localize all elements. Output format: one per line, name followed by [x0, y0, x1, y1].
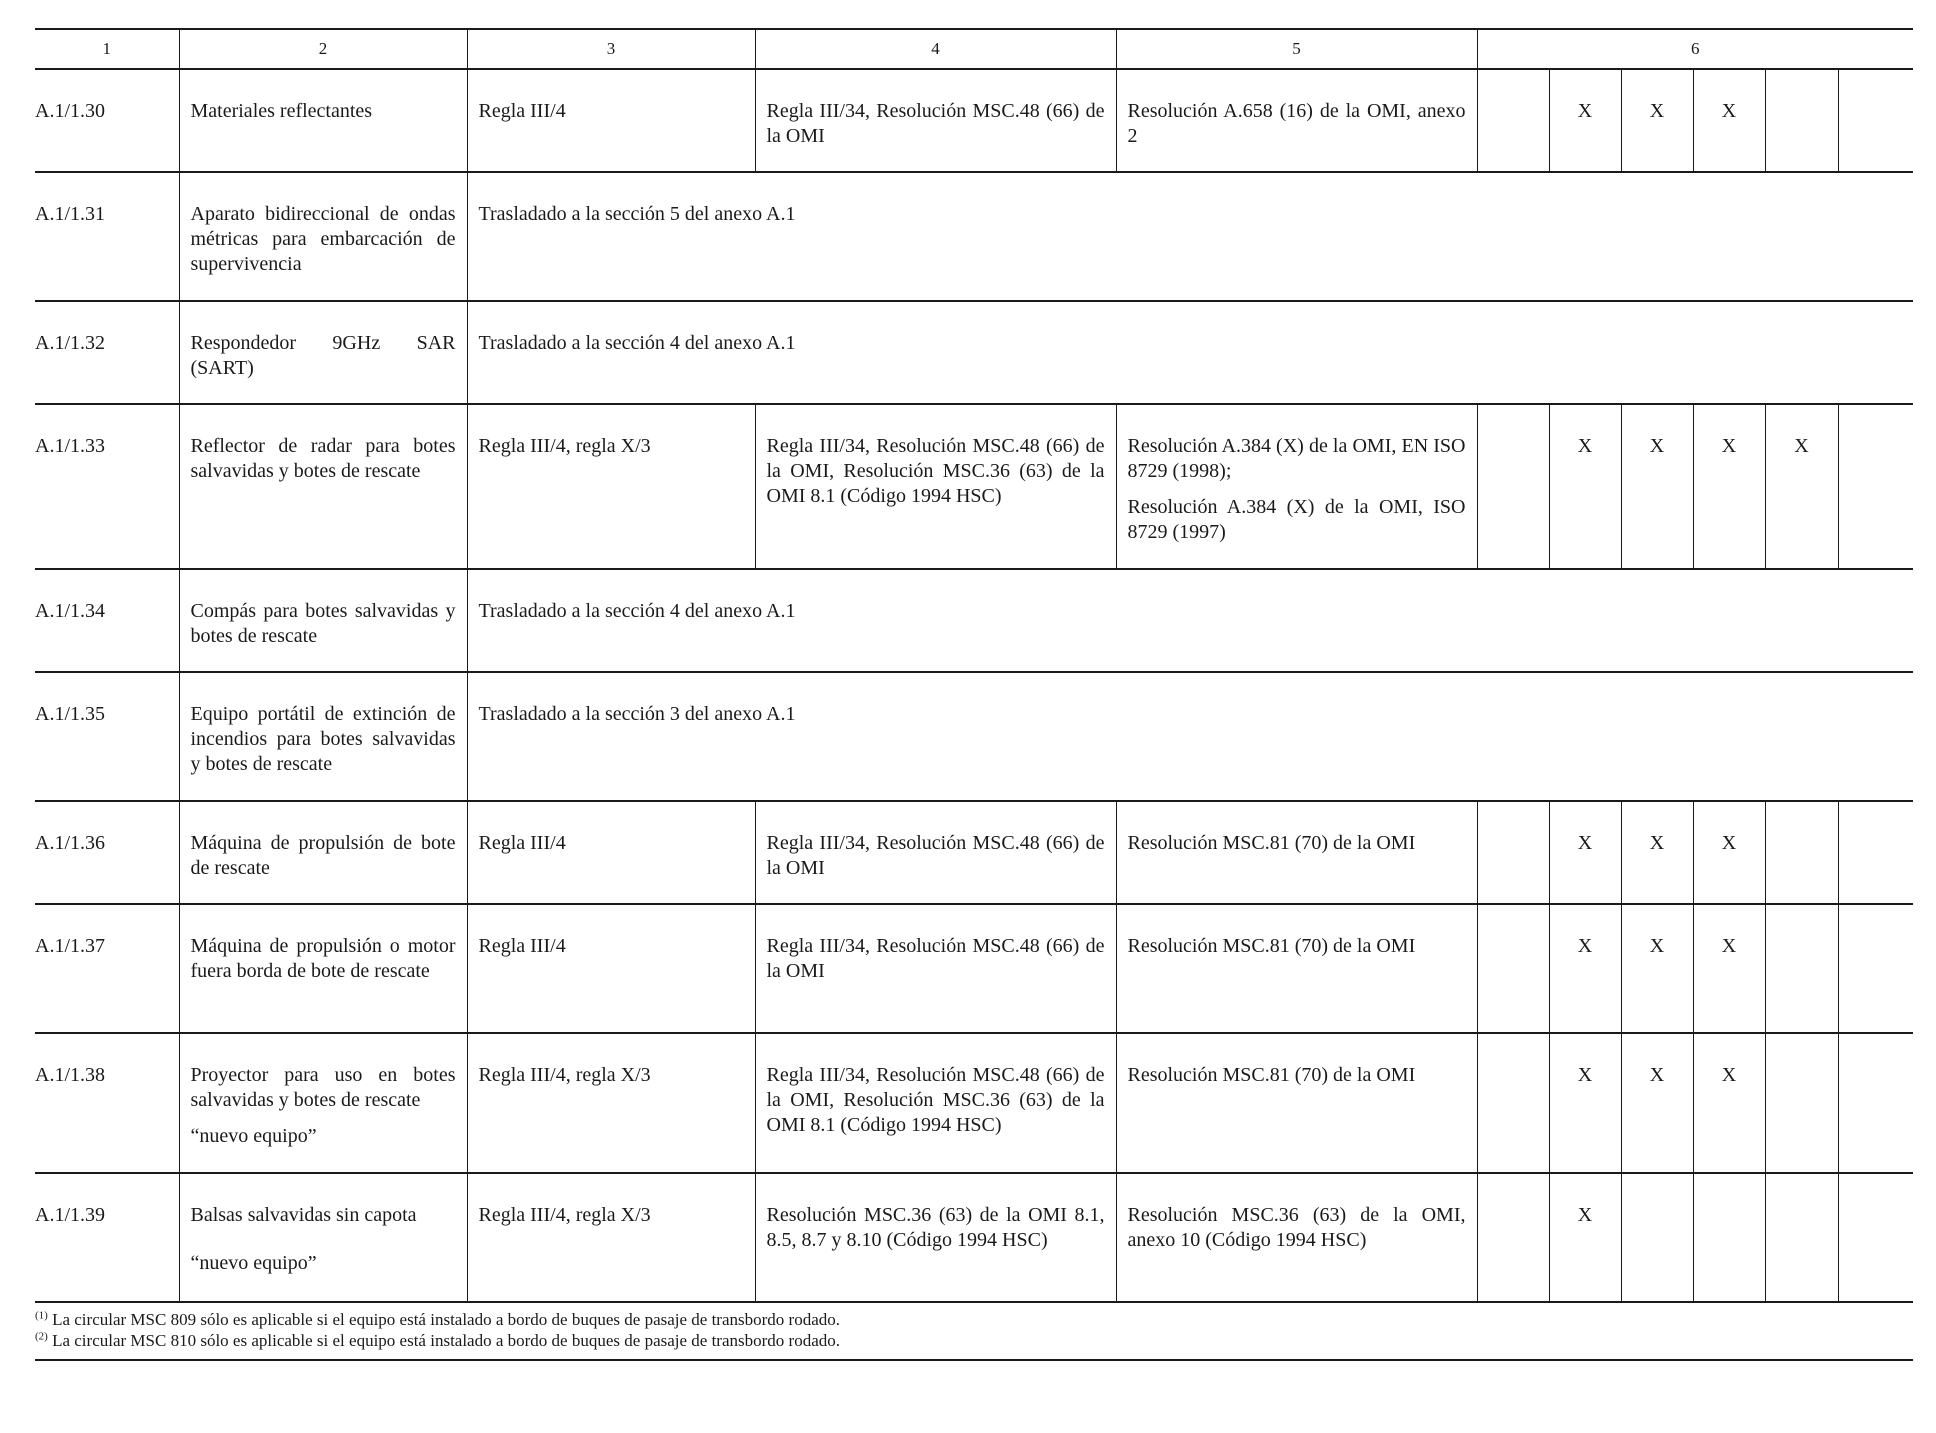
- row-code: A.1/1.33: [35, 404, 179, 569]
- row-mark: [1838, 1173, 1913, 1302]
- row-reference: Regla III/34, Resolución MSC.48 (66) de la OMI, Resolución MSC.36 (63) de la OMI 8.1 (Código 1994 HSC): [755, 404, 1116, 569]
- footnote: [35, 1309, 1913, 1330]
- row-code: A.1/1.30: [35, 69, 179, 172]
- table-row: [35, 1173, 1913, 1302]
- row-mark: X: [1693, 69, 1765, 172]
- row-mark: [1477, 801, 1549, 904]
- row-mark: X: [1765, 404, 1838, 569]
- row-mark: [1693, 1173, 1765, 1302]
- document-page: [35, 28, 1913, 1361]
- row-mark: X: [1621, 801, 1693, 904]
- row-mark: X: [1549, 1033, 1621, 1173]
- row-mark: X: [1693, 801, 1765, 904]
- column-header: 6: [1477, 29, 1913, 69]
- row-mark: [1765, 1033, 1838, 1173]
- row-mark: [1477, 1173, 1549, 1302]
- row-mark: [1765, 1173, 1838, 1302]
- row-mark: [1477, 904, 1549, 1033]
- row-item: Equipo portátil de extinción de incendios para botes salvavidas y botes de rescate: [179, 672, 467, 801]
- footnote-mark: (2): [35, 1330, 48, 1343]
- row-mark: X: [1549, 904, 1621, 1033]
- row-mark: [1838, 801, 1913, 904]
- row-standard: [1116, 404, 1477, 569]
- row-code: A.1/1.34: [35, 569, 179, 672]
- row-regulation: Regla III/4, regla X/3: [467, 1173, 755, 1302]
- row-code: A.1/1.38: [35, 1033, 179, 1173]
- footnotes: [35, 1303, 1913, 1361]
- footnote-mark: (1): [35, 1309, 48, 1322]
- row-mark: X: [1549, 69, 1621, 172]
- row-item: Compás para botes salvavidas y botes de rescate: [179, 569, 467, 672]
- row-mark: [1765, 801, 1838, 904]
- column-header: 5: [1116, 29, 1477, 69]
- row-regulation: Regla III/4, regla X/3: [467, 404, 755, 569]
- column-header: 2: [179, 29, 467, 69]
- row-mark: X: [1621, 904, 1693, 1033]
- table-row: [35, 801, 1913, 904]
- footnote-text: La circular MSC 809 sólo es aplicable si el equipo está instalado a bordo de buques de pasaje de transbordo rodado.: [52, 1310, 840, 1329]
- row-moved-note: Trasladado a la sección 4 del anexo A.1: [467, 569, 1913, 672]
- row-mark: X: [1693, 1033, 1765, 1173]
- row-standard: Resolución MSC.81 (70) de la OMI: [1116, 801, 1477, 904]
- table-row: [35, 404, 1913, 569]
- row-standard: Resolución MSC.81 (70) de la OMI: [1116, 1033, 1477, 1173]
- column-header: 1: [35, 29, 179, 69]
- row-item: Máquina de propulsión o motor fuera borda de bote de rescate: [179, 904, 467, 1033]
- row-item: Aparato bidireccional de ondas métricas para embarcación de supervivencia: [179, 172, 467, 301]
- row-item: Respondedor 9GHz SAR (SART): [179, 301, 467, 404]
- table-row: [35, 904, 1913, 1033]
- row-reference: Regla III/34, Resolución MSC.48 (66) de la OMI: [755, 69, 1116, 172]
- item-note: “nuevo equipo”: [190, 1125, 317, 1147]
- row-item: [179, 1033, 467, 1173]
- row-code: A.1/1.35: [35, 672, 179, 801]
- row-mark: [1838, 404, 1913, 569]
- row-code: A.1/1.31: [35, 172, 179, 301]
- row-mark: X: [1621, 1033, 1693, 1173]
- footnote-text: La circular MSC 810 sólo es aplicable si el equipo está instalado a bordo de buques de pasaje de transbordo rodado.: [52, 1331, 840, 1350]
- row-mark: [1838, 904, 1913, 1033]
- item-text: Balsas salvavidas sin capota: [190, 1204, 417, 1226]
- row-item: Máquina de propulsión de bote de rescate: [179, 801, 467, 904]
- footnote: [35, 1330, 1913, 1351]
- item-note: “nuevo equipo”: [190, 1252, 317, 1274]
- row-code: A.1/1.32: [35, 301, 179, 404]
- row-mark: [1838, 69, 1913, 172]
- equipment-table: [35, 28, 1913, 1303]
- row-code: A.1/1.36: [35, 801, 179, 904]
- row-standard: Resolución MSC.81 (70) de la OMI: [1116, 904, 1477, 1033]
- column-header: 4: [755, 29, 1116, 69]
- column-header: 3: [467, 29, 755, 69]
- row-standard: Resolución MSC.36 (63) de la OMI, anexo 10 (Código 1994 HSC): [1116, 1173, 1477, 1302]
- row-reference: Regla III/34, Resolución MSC.48 (66) de la OMI, Resolución MSC.36 (63) de la OMI 8.1 (Código 1994 HSC): [755, 1033, 1116, 1173]
- row-regulation: Regla III/4: [467, 801, 755, 904]
- row-mark: X: [1549, 1173, 1621, 1302]
- row-reference: Regla III/34, Resolución MSC.48 (66) de la OMI: [755, 904, 1116, 1033]
- table-row: [35, 672, 1913, 801]
- row-item: Materiales reflectantes: [179, 69, 467, 172]
- row-mark: X: [1621, 404, 1693, 569]
- table-row: [35, 1033, 1913, 1173]
- standard-line: Resolución A.384 (X) de la OMI, ISO 8729 (1997): [1127, 496, 1466, 543]
- row-moved-note: Trasladado a la sección 3 del anexo A.1: [467, 672, 1913, 801]
- row-mark: X: [1549, 801, 1621, 904]
- row-moved-note: Trasladado a la sección 5 del anexo A.1: [467, 172, 1913, 301]
- row-item: [179, 1173, 467, 1302]
- table-row: [35, 569, 1913, 672]
- row-mark: [1477, 69, 1549, 172]
- row-mark: X: [1693, 404, 1765, 569]
- row-mark: X: [1621, 69, 1693, 172]
- row-standard: Resolución A.658 (16) de la OMI, anexo 2: [1116, 69, 1477, 172]
- row-regulation: Regla III/4: [467, 69, 755, 172]
- row-item: Reflector de radar para botes salvavidas y botes de rescate: [179, 404, 467, 569]
- table-row: [35, 301, 1913, 404]
- table-row: [35, 172, 1913, 301]
- table-row: [35, 69, 1913, 172]
- row-mark: [1621, 1173, 1693, 1302]
- row-mark: [1477, 404, 1549, 569]
- item-text: Proyector para uso en botes salvavidas y botes de rescate: [190, 1064, 456, 1111]
- row-reference: Resolución MSC.36 (63) de la OMI 8.1, 8.5, 8.7 y 8.10 (Código 1994 HSC): [755, 1173, 1116, 1302]
- row-mark: [1765, 904, 1838, 1033]
- row-mark: X: [1693, 904, 1765, 1033]
- row-mark: X: [1549, 404, 1621, 569]
- row-regulation: Regla III/4: [467, 904, 755, 1033]
- row-mark: [1477, 1033, 1549, 1173]
- row-mark: [1765, 69, 1838, 172]
- standard-line: Resolución A.384 (X) de la OMI, EN ISO 8729 (1998);: [1127, 435, 1466, 482]
- row-code: A.1/1.39: [35, 1173, 179, 1302]
- row-regulation: Regla III/4, regla X/3: [467, 1033, 755, 1173]
- row-mark: [1838, 1033, 1913, 1173]
- row-code: A.1/1.37: [35, 904, 179, 1033]
- row-reference: Regla III/34, Resolución MSC.48 (66) de la OMI: [755, 801, 1116, 904]
- table-header-row: [35, 29, 1913, 69]
- row-moved-note: Trasladado a la sección 4 del anexo A.1: [467, 301, 1913, 404]
